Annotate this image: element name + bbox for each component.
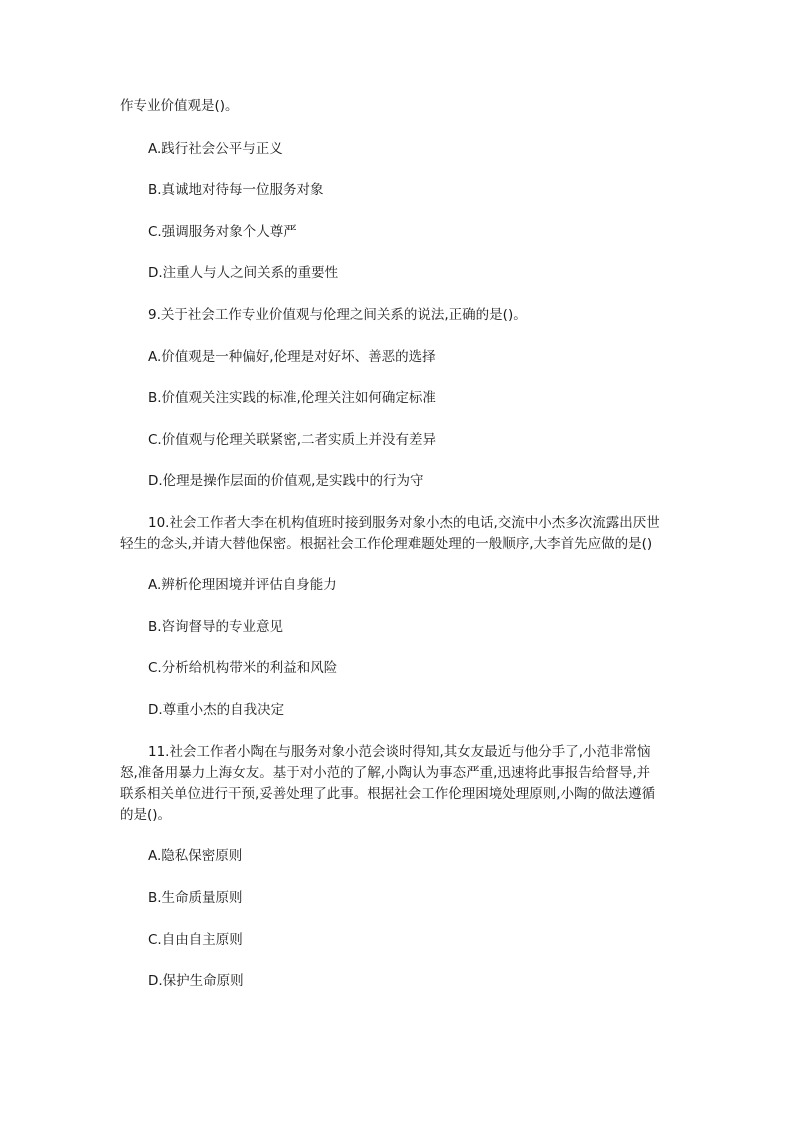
q10-option-a: A.辨析伦理困境并评估自身能力 [148,577,337,593]
q9-option-a: A.价值观是一种偏好,伦理是对好坏、善恶的选择 [148,349,436,365]
q8-option-c: C.强调服务对象个人尊严 [148,224,297,240]
q10-option-c: C.分析给机构带米的利益和风险 [148,660,338,676]
q9-option-b: B.价值观关注实践的标准,伦理关注如何确定标准 [148,390,436,406]
q8-option-d: D.注重人与人之间关系的重要性 [148,265,339,281]
question-9-stem: 9.关于社会工作专业价值观与伦理之间关系的说法,正确的是()。 [148,307,527,323]
q8-option-b: B.真诚地对待每一位服务对象 [148,182,324,198]
q9-option-d: D.伦理是操作层面的价值观,是实践中的行为守 [148,473,424,489]
q9-option-c: C.价值观与伦理关联紧密,二者实质上并没有差异 [148,432,437,448]
question-10-stem-line-2: 轻生的念头,并请大替他保密。根据社会工作伦理难题处理的一般顺序,大李首先应做的是() [120,536,653,552]
question-11-stem-line-4: 的是()。 [120,807,172,823]
question-11-stem-line-1: 11.社会工作者小陶在与服务对象小范会谈时得知,其女友最近与他分手了,小范非常恼 [148,744,651,760]
question-8-stem-tail: 作专业价值观是()。 [120,98,239,114]
q11-option-b: B.生命质量原则 [148,890,243,906]
question-11-stem-line-3: 联系相关单位进行干预,妥善处理了此事。根据社会工作伦理困境处理原则,小陶的做法遵循 [120,786,656,802]
q10-option-d: D.尊重小杰的自我决定 [148,702,285,718]
q8-option-a: A.践行社会公平与正义 [148,141,283,157]
question-11-stem-line-2: 怒,准备用暴力上海女友。基于对小范的了解,小陶认为事态严重,迅速将此事报告给督导,并 [120,765,651,781]
q11-option-a: A.隐私保密原则 [148,848,243,864]
q10-option-b: B.咨询督导的专业意见 [148,619,284,635]
q11-option-c: C.自由自主原则 [148,932,243,948]
question-10-stem-line-1: 10.社会工作者大李在机构值班时接到服务对象小杰的电话,交流中小杰多次流露出厌世 [148,515,660,531]
q11-option-d: D.保护生命原则 [148,973,244,989]
